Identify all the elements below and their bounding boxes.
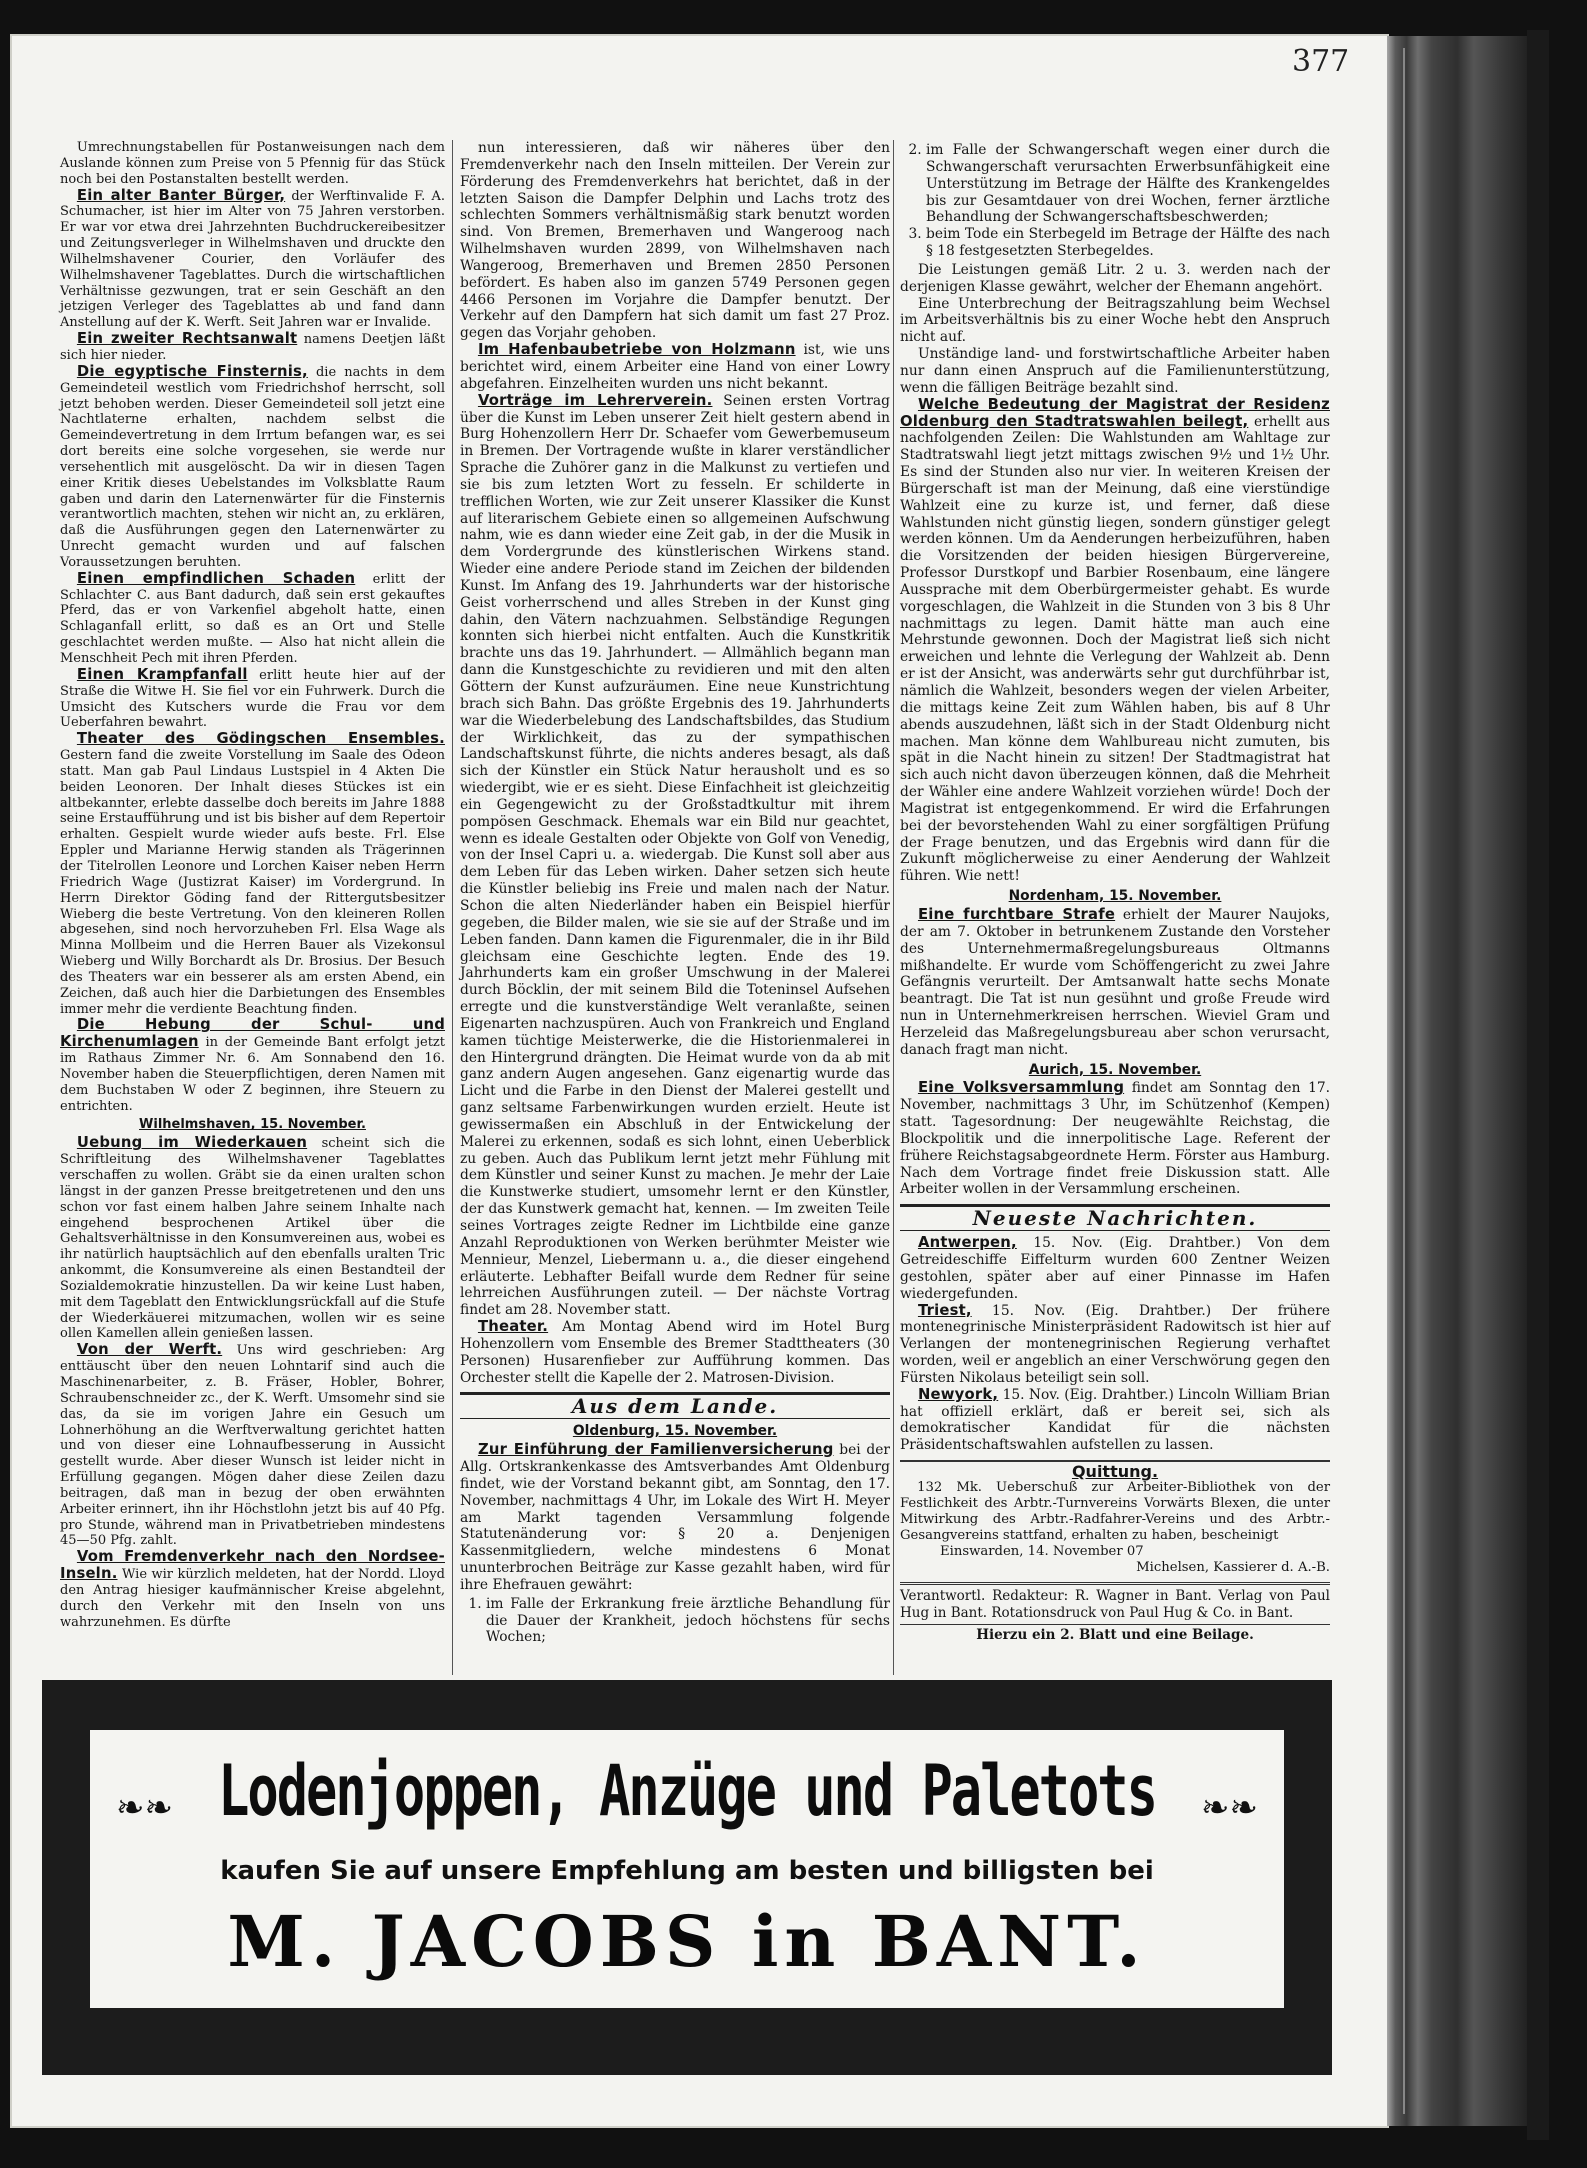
article-text: 15. Nov. (Eig. Drahtber.) Der frühere montenegrinische Ministerpräsident Radowitsch ist hier auf Verlangen der montenegrinischen Regierung verhaftet worden, weil er angeblich an einer Verschwörung gegen den Fürsten Nikolaus beteiligt sein soll. [900, 1302, 1330, 1386]
advertisement-panel [90, 1730, 1284, 2008]
article-heading: Die Hebung der Schul- und Kirchenumlagen [60, 1016, 445, 1051]
article-text: 15. Nov. (Eig. Drahtber.) Lincoln William Brian hat offiziell erklärt, daß er bereit sei, sich als demokratischer Kandidat für die nächsten Präsidentschaftswahlen aufstellen zu lassen. [900, 1386, 1330, 1454]
article-heading: Theater des Gödingschen Ensembles. [76, 730, 445, 748]
binding-edge [1527, 30, 1549, 2140]
article-paragraph [60, 1135, 445, 1342]
article-heading: Eine Volksversammlung [917, 1079, 1125, 1097]
dateline-text: Nordenham, 15. November. [1008, 888, 1222, 905]
leaf-ornament-icon: ❧❧ [1201, 1788, 1258, 1828]
article-text: Gestern fand die zweite Vorstellung im Saale des Odeon statt. Man gab Paul Lindaus Lustspiel in 4 Akten Die beiden Leonoren. Der Inhalt dieses Stückes ist ein altbekannter, erlebte dasselbe doch bereits im Jahre 1888 seine Erstaufführung und ist bis bisher auf dem Repertoir erhalten. Gespielt wurde wieder aufs beste. Frl. Else Eppler und Marianne Herwig standen als Trägerinnen der Titelrollen Leonore und Lorchen Kaiser neben Herrn Friedrich Wage (Justizrat Kaiser) im Vordergrund. In Herrn Direktor Göding fand der Rittergutsbesitzer Wieberg die beste Vertretung. Von den kleineren Rollen abgesehen, sind noch hervorzuheben Frl. Elsa Wage als Minna Mollbeim und die Herren Bauer als Vizekonsul Wieberg und Willy Borchardt als Dr. Brosius. Der Besuch des Theaters war ein besserer als am ersten Abend, ein Zeichen, daß auch hier die Darbietungen des Ensembles immer mehr die verdiente Beachtung finden. [60, 748, 445, 1017]
article-paragraph [60, 331, 445, 364]
article-text: Umrechnungstabellen für Postanweisungen nach dem Auslande können zum Preise von 5 Pfennig für das Stück noch bei den Postanstalten bestellt werden. [60, 140, 445, 187]
article-heading: Newyork, [917, 1385, 999, 1403]
article-heading: Theater. [477, 1318, 549, 1336]
article-paragraph [460, 140, 890, 342]
dateline-text: Wilhelmshaven, 15. November. [139, 1117, 366, 1133]
page-number: 377 [1292, 44, 1350, 79]
article-heading: Von der Werft. [76, 1341, 223, 1359]
article-text: in der Gemeinde Bant erfolgt jetzt im Rathaus Zimmer Nr. 6. Am Sonnabend den 16. November haben die Steuerpflichtigen, deren Namen mit dem Buchstaben W oder Z beginnen, ihre Steuern zu entrichten. [60, 1035, 445, 1114]
article-heading: Zur Einführung der Familienversicherung [477, 1441, 834, 1459]
article-paragraph [900, 346, 1330, 397]
article-text: Seinen ersten Vortrag über die Kunst im Leben unserer Zeit hielt gestern abend in Burg Hohenzollern Herr Dr. Schaefer vom Gewerbemuseum in Bremen. Der Vortragende wußte in klarer verständlicher Sprache die Zuhörer ganz in die Malkunst zu vertiefen und sie bis zum letzten Wort zu fesseln. Er schilderte in trefflichen Worten, wie zur Zeit unserer Klassiker die Kunst auf literarischem Gebiete einen so allgemeinen Aufschwung nahm, wie es dann wieder eine Zeit gab, in der die Musik in dem Vordergrunde des künstlerischen Wirkens stand. Wieder eine andere Periode stand im Zeichen der bildenden Kunst. Im Anfang des 19. Jahrhunderts war der historische Geist vorherrschend und alles Streben in der Kunst ging dahin, den Vätern nachzuahmen. Selbständige Regungen konnten sich hierbei nicht entfalten. Auch die Kunstkritik brachte uns das 19. Jahrhundert. — Allmählich begann man dann die Kunstgeschichte zu revidieren und mit den alten Göttern der Kunst aufzuräumen. Eine neue Kunstrichtung brach sich Bahn. Das größte Ergebnis des 19. Jahrhunderts war die Wiederbelebung des Landschaftsbildes, das Studium der Wirklichkeit, das zu der sympathischen Landschaftskunst führte, die nichts anderes besagt, als daß sich der Künstler ein Stück Natur herausholt und es so wiedergibt, wie er es sieht. Diese Einfachheit ist gleichzeitig ein Gegengewicht zu der Großstadtkultur mit ihrem pompösen Geschmack. Ehemals war ein Bild nur geachtet, wenn es ideale Gestalten oder Objekte von Golf von Venedig, von der Insel Capri u. a. wiedergab. Die Kunst soll aber aus dem Leben für das Leben wirken. Daher setzen sich heute die Künstler beliebig ins Freie und malen nach der Natur. Schon die alten Niederländer haben ein Beispiel hierfür gegeben, die Bilder malen, wie sie sie auf der Straße und im Leben fanden. Dann kamen die Figurenmaler, die in ihr Bild gleichsam eine Geschichte legten. Ende des 19. Jahrhunderts kam ein großer Umschwung in der Malerei durch Böcklin, der mit seinem Bild die Toteninsel Aufsehen erregte und die kunstverständige Welt veranlaßte, seinen Eigenarten nachzuspüren. Auch von Frankreich und England kamen tüchtige Meisterwerke, die die Historienmalerei in den Hintergrund drängten. Die Heimat wurde von da ab mit ganz andern Augen angesehen. Ganz eigenartig wurde das Licht und die Farbe in den Dienst der Malerei gestellt und ganz seltsame Farbenwirkungen wurden erzielt. Heute ist gewissermaßen ein Abschluß in der Entwickelung der Malerei zu erkennen, sodaß es sich lohnt, einen Ueberblick zu geben. Auch das Publikum lernt jetzt mehr Fühlung mit dem Künstler und seiner Kunst zu machen. Je mehr der Laie die Kunstwerke studiert, umsomehr lernt er den Künstler, der das Kunstwerk gemacht hat, kennen. — Im zweiten Teile seines Vortrages zeigte Redner im Lichtbilde eine ganze Anzahl Reproduktionen von Werken berühmter Meister wie Mennieur, Menzel, Liebermann u. a., die dieser eingehend erläuterte. Lebhafter Beifall wurde dem Redner für seine lehrreichen Ausführungen zuteil. — Der nächste Vortrag findet am 28. November statt. [460, 392, 890, 1319]
article-heading: Welche Bedeutung der Magistrat der Residenz Oldenburg den Stadtratswahlen beilegt, [900, 395, 1330, 430]
list-item: 1. im Falle der Erkrankung freie ärztliche Behandlung für die Dauer der Krankheit, jedoch höchstens für sechs Wochen; [486, 1596, 890, 1647]
article-paragraph [900, 296, 1330, 347]
dateline-text: Aurich, 15. November. [1028, 1061, 1202, 1078]
article-text: nun interessieren, daß wir näheres über den Fremdenverkehr nach den Inseln mitteilen. Der Verein zur Förderung des Fremdenverkehrs hat berichtet, daß in der letzten Saison die Dampfer Delphin und Lachs trotz des schlechten Sommers verhältnismäßig stark benutzt worden sind. Von Bremen, Bremerhaven und Wangeroog nach Wilhelmshaven wurden 2899, von Wilhelmshaven nach Wangeroog, Bremerhaven und Bremen 2850 Personen befördert. Es haben also im ganzen 5749 Personen gegen 4466 Personen im Vorjahre die Dampfer benutzt. Der Verkehr auf den Dampfern hat sich damit um fast 27 Proz. gegen das Vorjahr gehoben. [460, 140, 890, 342]
column-3 [900, 140, 1330, 1644]
dateline [900, 888, 1330, 905]
dateline [900, 1062, 1330, 1079]
article-paragraph [60, 364, 445, 571]
article-paragraph [460, 342, 890, 393]
ad-merchant: M. JACOBS in BANT. [227, 1900, 1147, 1983]
article-paragraph [900, 1303, 1330, 1387]
article-paragraph [900, 1080, 1330, 1198]
article-paragraph [60, 571, 445, 667]
article-heading: Vorträge im Lehrerverein. [477, 391, 713, 409]
article-text: 15. Nov. (Eig. Drahtber.) Von dem Getreideschiffe Eiffelturm wurden 600 Zentner Weizen gestohlen, später aber auf einer Pinnasse im Hafen wiedergefunden. [900, 1235, 1330, 1302]
dateline [460, 1423, 890, 1440]
column-1 [60, 140, 445, 1630]
ad-subline: kaufen Sie auf unsere Empfehlung am besten und billigsten bei [220, 1856, 1154, 1886]
imprint [900, 1582, 1330, 1644]
column-rule [893, 140, 894, 1675]
article-text: bei der Allg. Ortskrankenkasse des Amtsverbandes Amt Oldenburg findet, wie der Vorstand bekannt gibt, am Sonntag, den 17. November, nachmittags 4 Uhr, im Lokale des Wirt H. Meyer am Markt tagenden Versammlung folgende Statutenänderung vor: § 20 a. Denjenigen Kassenmitgliedern, welche mindestens 6 Monat ununterbrochen Beiträge zur Kasse gezahlt haben, wird für ihre Ehefrauen gewährt: [460, 1442, 890, 1593]
article-text: erlitt der Schlachter C. aus Bant dadurch, daß sein erst gekauftes Pferd, das er von Varkenfiel abgeholt hatte, einen Schlaganfall erlitt, so daß es an Ort und Stelle geschlachtet werden mußte. — Also hat nicht allein die Menschheit Pech mit ihren Pferden. [60, 571, 445, 666]
article-heading: Im Hafenbaubetriebe von Holzmann [477, 341, 796, 359]
advertisement [42, 1680, 1332, 2075]
article-paragraph [900, 1235, 1330, 1302]
receipt-signature: Michelsen, Kassierer d. A.-B. [1136, 1560, 1330, 1576]
article-paragraph [460, 393, 890, 1319]
article-text: Eine Unterbrechung der Beitragszahlung beim Wechsel im Arbeitsverhältnis bis zu einer Woche hebt den Anspruch nicht auf. [900, 295, 1330, 346]
article-text: Am Montag Abend wird im Hotel Burg Hohenzollern vom Ensemble des Bremer Stadttheaters (30 Personen) Husarenfieber zur Aufführung kommen. Das Orchester stellt die Kapelle der 2. Matrosen-Division. [460, 1319, 890, 1386]
article-text: Wie wir kürzlich meldeten, hat der Nordd. Lloyd den Antrag hiesiger kaufmännischer Kreise abgelehnt, durch den Verkehr mit den Inseln von uns wahrzunehmen. Es dürfte [60, 1567, 445, 1630]
article-heading: Triest, [917, 1301, 972, 1319]
supplement-note: Hierzu ein 2. Blatt und eine Beilage. [900, 1624, 1330, 1644]
article-paragraph [60, 140, 445, 188]
receipt-title: Quittung. [1071, 1462, 1159, 1482]
article-text: Unständige land- und forstwirtschaftliche Arbeiter haben nur dann einen Anspruch auf die Familienunterstützung, wenn die fälligen Beiträge bezahlt sind. [900, 346, 1330, 396]
column-2 [460, 140, 890, 1648]
section-heading: Neueste Nachrichten. [900, 1204, 1330, 1231]
article-heading: Antwerpen, [917, 1234, 1017, 1252]
article-text: Uns wird geschrieben: Arg enttäuscht über den neuen Lohntarif sind auch die Maschinenarbeiter, z. B. Fräser, Hobler, Bohrer, Schraubenschneider zc., der K. Werft. Umsomehr sind sie das, da sie im vorigen Jahre ein Gesuch um Lohnerhöhung an die Werftverwaltung gerichtet hatten und von dieser eine Lohnaufbesserung in Aussicht gestellt wurde. Aber dieser Wunsch ist leider nicht in Erfüllung gegangen. Mögen daher diese Zeilen dazu beitragen, daß man in bezug der oben erwähnten Arbeiter erinnert, ihn ihr Höchstlohn jetzt bis auf 40 Pfg. pro Stunde, während man in Privatbetrieben mindestens 45—50 Pfg. zahlt. [60, 1343, 445, 1549]
article-heading: Ein zweiter Rechtsanwalt [76, 330, 298, 348]
article-heading: Ein alter Banter Bürger, [76, 186, 286, 204]
article-heading: Eine furchtbare Strafe [917, 905, 1116, 923]
dateline [60, 1117, 445, 1133]
article-paragraph [900, 1387, 1330, 1454]
article-heading: Einen Krampfanfall [76, 665, 248, 683]
article-paragraph [60, 1549, 445, 1630]
article-heading: Vom Fremdenverkehr nach den Nordsee-Inseln. [60, 1548, 445, 1583]
receipt-place: Einswarden, 14. November 07 [940, 1544, 1144, 1560]
article-paragraph [460, 1319, 890, 1386]
article-text: namens Deetjen läßt sich hier nieder. [60, 332, 445, 363]
article-heading: Uebung im Wiederkauen [76, 1134, 308, 1152]
article-paragraph [900, 262, 1330, 296]
article-paragraph [60, 1017, 445, 1114]
section-heading: Aus dem Lande. [460, 1392, 890, 1419]
column-3-articles [900, 142, 1330, 1454]
article-paragraph [900, 397, 1330, 885]
article-paragraph [60, 188, 445, 332]
article-text: die nachts in dem Gemeindeteil westlich vom Friedrichshof herrscht, soll jetzt behoben werden. Dieser Gemeindeteil soll jetzt eine Nachtlaterne erhalten, nachdem selbst die Gemeindevertretung in dem Irrtum befangen war, es sei dort bereits eine solche vorgesehen, sie werde nur versehentlich mit ausgelöscht. Da wir in diesen Tagen einer Kritik dieses Uebelstandes im Volksblatte Raum gaben und darin den Laternenwärter für die Finsternis verantwortlich machten, stehen wir nicht an, zu erklären, daß die Ausführungen gegen den Laternenwärter zu Unrecht gemacht wurden und auf falschen Voraussetzungen beruhten. [60, 364, 445, 570]
article-text: erhielt der Maurer Naujoks, der am 7. Oktober in betrunkenem Zustande den Vorsteher des Unternehmermaßregelungsbureaus Oltmanns mißhandelte. Er wurde vom Schöffengericht zu zwei Jahre Gefängnis verurteilt. Der Amtsanwalt hatte sechs Monate beantragt. Die Tat ist nun gesühnt und große Freude wird nun in Unternehmerkreisen herrschen. Wieviel Gram und Herzeleid das Maßregelungsbureau aber schon verursacht, danach fragt man nicht. [900, 906, 1331, 1058]
article-text: erlitt heute hier auf der Straße die Witwe H. Sie fiel vor ein Fuhrwerk. Durch die Umsicht des Kutschers wurde die Frau vor dem Ueberfahren bewahrt. [60, 667, 445, 731]
article-paragraph [900, 907, 1330, 1059]
column-rule [452, 140, 453, 1675]
article-text: scheint sich die Schriftleitung des Wilhelmshavener Tageblattes verschaffen zu wollen. Gräbt sie da einen uralten schon längst in der ganzen Presse breitgetretenen und den uns schon vor fast einem halben Jahre seinem Inhalte nach eingehend besprochenen Artikel über die Gehaltsverhältnisse in den Konsumvereinen aus, wobei es ihr natürlich hauptsächlich auf den ebenfalls uralten Tric ankommt, die Konsumvereine als einen Bestandteil der Sozialdemokratie hinzustellen. Da wir keine Lust haben, mit dem Tageblatt den Entwicklungsrückfall auf die Stufe der Wiederkäuerei mitzumachen, wollen wir es seine ollen Kamellen allein genießen lassen. [60, 1136, 445, 1342]
article-paragraph [60, 731, 445, 1017]
article-text: findet am Sonntag den 17. November, nachmittags 3 Uhr, im Schützenhof (Kempen) statt. Tagesordnung: Der neugewählte Reichstag, die Blockpolitik und die innerpolitische Lage. Referent der frühere Reichstagsabgeordnete Herm. Förster aus Hamburg. Nach dem Vortrage findet freie Diskussion statt. Alle Arbeiter wollen in der Versammlung erscheinen. [900, 1080, 1331, 1198]
book-binding [1387, 36, 1527, 2126]
article-heading: Die egyptische Finsternis, [76, 362, 308, 380]
list-item: 3. beim Tode ein Sterbegeld im Betrage der Hälfte des nach § 18 festgesetzten Sterbegeldes. [926, 226, 1330, 260]
article-text: ist, wie uns berichtet wird, einem Arbeiter eine Hand von einer Lowry abgefahren. Einzelheiten wurden uns nicht bekannt. [460, 342, 890, 392]
article-text: erhellt aus nachfolgenden Zeilen: Die Wahlstunden am Wahltage zur Stadtratswahl liegt jetzt mittags zwischen 9½ und 1½ Uhr. Es sind der Stunden also nur vier. In weiteren Kreisen der Bürgerschaft ist man der Meinung, daß eine vierstündige Wahlzeit eine zu kurze ist, und ferner, daß diese Wahlstunden nicht günstig liegen, sondern günstiger gelegt werden können. Um da Aenderungen herbeizuführen, haben die Vorsitzenden der beiden hiesigen Bürgervereine, Professor Durstkopf und Barbier Rosenbaum, eine längere Aussprache mit dem Oberbürgermeister gehabt. Es wurde vorgeschlagen, die Wahlzeit in die Stunden von 3 bis 8 Uhr nachmittags zu legen. Damit hätte man auch eine Mehrstunde gewonnen. Doch der Magistrat ließ sich nicht erweichen und lehnte die Verlegung der Wahlzeit ab. Denn er ist der Ansicht, was anderwärts sehr gut durchführbar ist, nämlich die Wahlzeit, besonders wegen der vielen Arbeiter, die mittags keine Zeit zum Wählen haben, bis auf 8 Uhr abends auszudehnen, läßt sich in der Stadt Oldenburg nicht machen. Man könne dem Wahlbureau nicht zumuten, bis spät in die Nacht hinein zu sitzen! Der Stadtmagistrat hat sich auch nicht davon überzeugen können, daß die Mehrheit der Wähler eine andere Wahlzeit vorziehen würde! Doch der Magistrat ist entgegenkommend. Er wird die Erfahrungen bei der bevorstehenden Wahl zu einer sorgfältigen Prüfung der Frage benutzen, und das Ergebnis wird dann für die Zukunft möglicherweise zu einer Aenderung der Wahlzeit führen. Wie nett! [900, 413, 1330, 885]
article-text: Die Leistungen gemäß Litr. 2 u. 3. werden nach der derjenigen Klasse gewährt, welcher der Ehemann angehört. [900, 261, 1330, 295]
leaf-ornament-icon: ❧❧ [116, 1788, 173, 1828]
receipt-notice [900, 1460, 1330, 1576]
article-heading: Einen empfindlichen Schaden [76, 569, 356, 587]
numbered-list [900, 142, 1330, 260]
article-paragraph [460, 1442, 890, 1594]
receipt-text: 132 Mk. Ueberschuß zur Arbeiter-Bibliothek von der Festlichkeit des Arbtr.-Turnvereins Vorwärts Blexen, die unter Mitwirkung des Arbtr.-Radfahrer-Vereins und des Arbtr.-Gesangvereins stattfand, erhalten zu haben, bescheinigt [900, 1480, 1330, 1544]
article-paragraph [60, 1342, 445, 1549]
article-text: der Werftinvalide F. A. Schumacher, ist hier im Alter von 75 Jahren verstorben. Er war vor etwa drei Jahrzehnten Buchdruckereibesitzer und Zeitungsverleger in Wilhelmshaven und druckte den Wilhelmshavener Courier, den Vorläufer des Wilhelmshavener Tageblattes. Durch die wirtschaftlichen Verhältnisse gezwungen, trat er sein Geschäft an den jetzigen Verleger des Tageblattes ab und fand dann Anstellung auf der K. Werft. Seit Jahren war er Invalide. [60, 188, 445, 331]
numbered-list [460, 1596, 890, 1647]
ad-headline: Lodenjoppen, Anzüge und Paletots [218, 1751, 1156, 1833]
dateline-text: Oldenburg, 15. November. [572, 1423, 778, 1440]
article-paragraph [60, 667, 445, 731]
imprint-text: Verantwortl. Redakteur: R. Wagner in Bant. Verlag von Paul Hug in Bant. Rotationsdruck von Paul Hug & Co. in Bant. [900, 1588, 1330, 1622]
list-item: 2. im Falle der Schwangerschaft wegen einer durch die Schwangerschaft verursachten Erwerbsunfähigkeit eine Unterstützung im Betrage der Hälfte des Krankengeldes bis zur Gesamtdauer von drei Wochen, ferner ärztliche Behandlung der Schwangerschaftsbeschwerden; [926, 142, 1330, 226]
